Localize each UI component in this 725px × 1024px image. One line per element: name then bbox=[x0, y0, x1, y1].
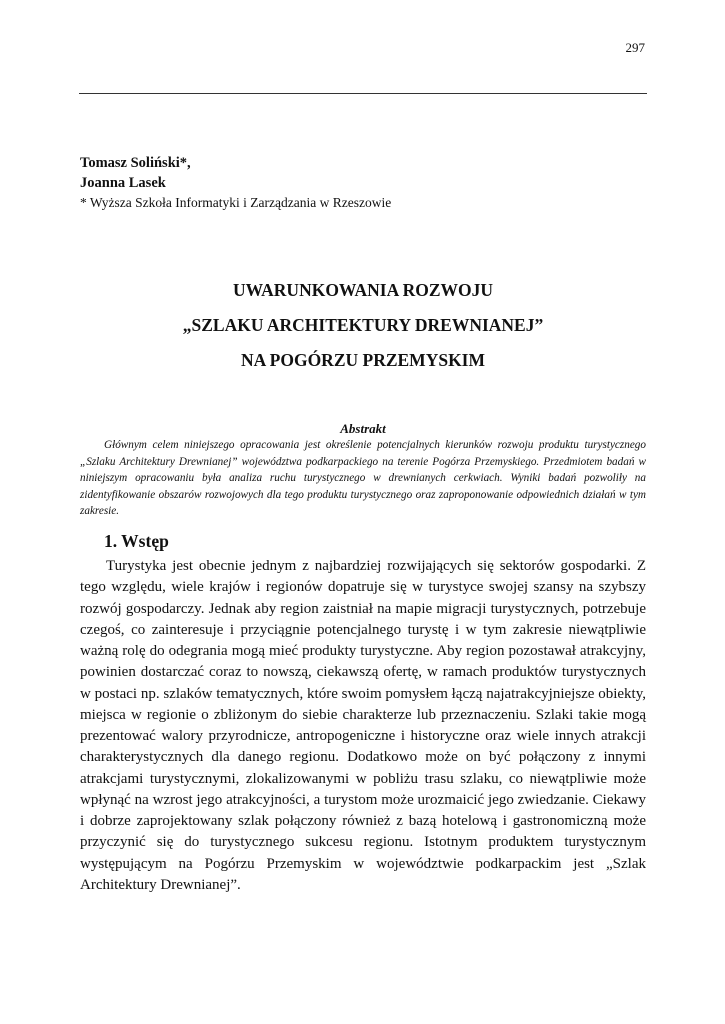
abstract-text: Głównym celem niniejszego opracowania jest określenie potencjalnych kierunków rozwoju produktu turystycznego „Szlaku Architektury Drewnianej” województwa podkarpackiego na terenie Pogórza Przemyskiego. Przedmiotem badań w niniejszym opracowaniu była analiza ruchu turystycznego w drewnianych cerkwiach. Wyniki badań pozwoliły na zidentyfikowanie obszarów rozwojowych dla tego produktu turystycznego oraz zaproponowanie odpowiednich działań w tym zakresie. bbox=[80, 439, 646, 517]
section-body-text: Turystyka jest obecnie jednym z najbardziej rozwijających się sektorów gospodarki. Z tego względu, wiele krajów i regionów dopatruje się w turystyce swojej szansy na szybszy rozwój gospodarczy. Jednak aby region zaistniał na mapie migracji turystycznych, potrzebuje czegoś, co zainteresuje i przyciągnie potencjalnego turystę i w tym zakresie niewątpliwie ważną rolę do odegrania mogą mieć produkty turystyczne. Aby region pozostawał atrakcyjny, powinien dostarczać coraz to nowszą, ciekawszą ofertę, w ramach produktów turystycznych w postaci np. szlaków tematycznych, które swoim pomysłem łączą najatrakcyjniejsze obiekty, miejsca w regionie o zbliżonym do siebie charakterze lub przeznaczeniu. Szlaki takie mogą prezentować walory przyrodnicze, antropogeniczne i historyczne oraz wiele innych atrakcji charakterystycznych dla danego regionu. Dodatkowo może on być połączony z innymi atrakcjami turystycznymi, zlokalizowanymi w pobliżu trasu szlaku, co niewątpliwie może wpłynąć na wzrost jego atrakcyjności, a turystom może urozmaicić jego zwiedzanie. Ciekawy i dobrze zaprojektowany szlak połączony również z bazą hotelową i gastronomiczną może przyczynić się do turystycznego sukcesu regionu. Istotnym produktem turystycznym występującym na Pogórzu Przemyskim w województwie podkarpackim jest „Szlak Architektury Drewnianej”. bbox=[80, 558, 646, 893]
title-line: „SZLAKU ARCHITEKTURY DREWNIANEJ” bbox=[182, 315, 544, 335]
abstract-block bbox=[80, 420, 646, 520]
paper-title bbox=[79, 273, 647, 378]
section-heading: 1. Wstęp bbox=[104, 531, 169, 551]
title-line: NA POGÓRZU PRZEMYSKIM bbox=[240, 350, 486, 370]
author-name: Joanna Lasek bbox=[80, 175, 166, 191]
abstract-heading: Abstrakt bbox=[340, 421, 386, 436]
author-name: Tomasz Soliński*, bbox=[80, 155, 191, 171]
page-number: 297 bbox=[625, 40, 645, 55]
header-rule bbox=[79, 93, 647, 94]
author-affiliation: * Wyższa Szkoła Informatyki i Zarządzania w Rzeszowie bbox=[80, 195, 392, 210]
title-line: UWARUNKOWANIA ROZWOJU bbox=[232, 280, 494, 300]
author-block bbox=[80, 153, 648, 213]
